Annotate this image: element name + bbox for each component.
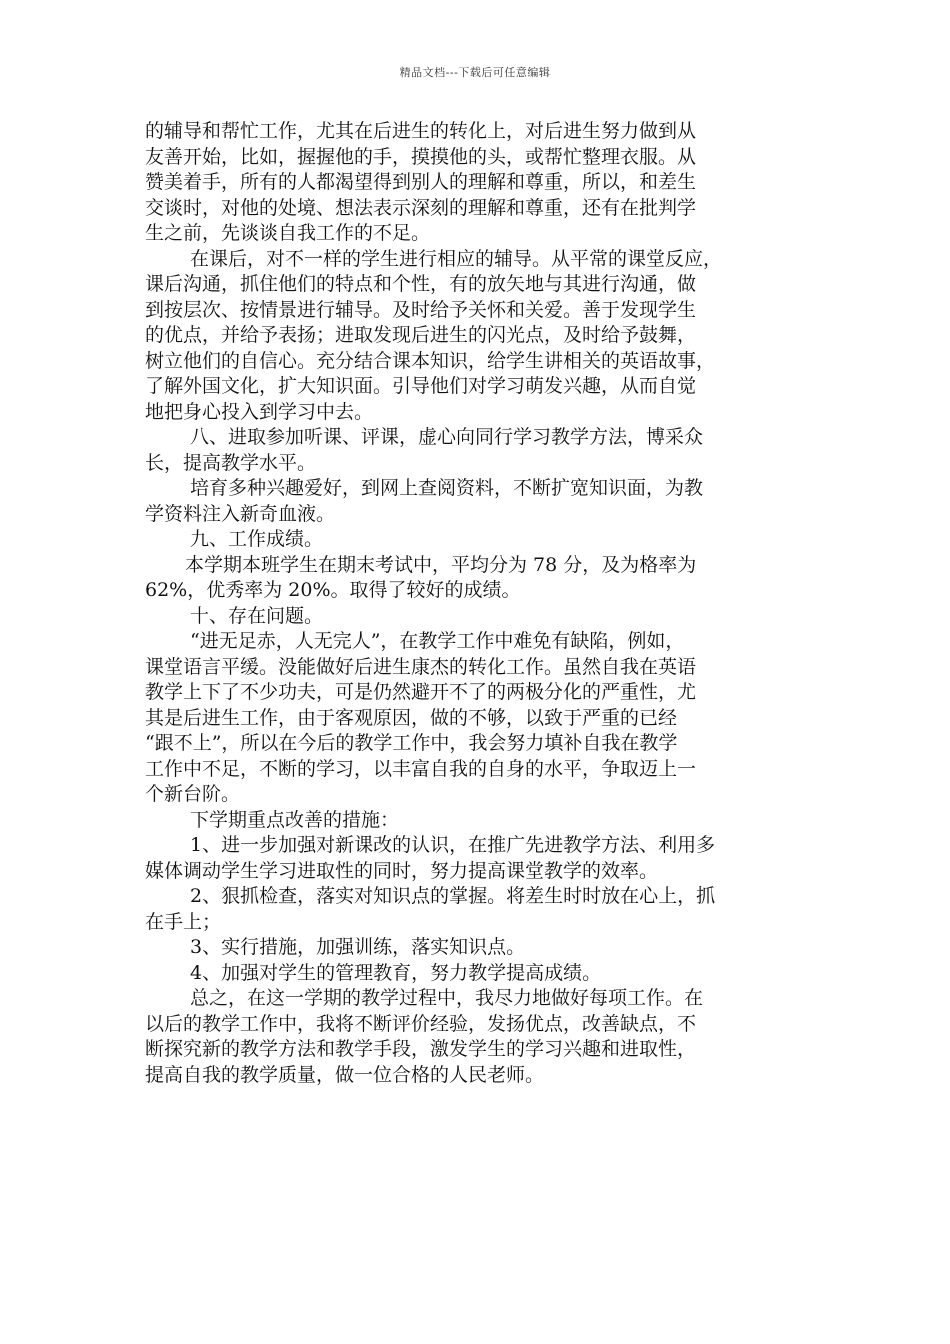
text-line: 了解外国文化，扩大知识面。引导他们对学习萌发兴趣，从而自觉 — [145, 375, 697, 397]
text-line: 3、实行措施，加强训练，落实知识点。 — [190, 936, 526, 958]
text-line: 提高自我的教学质量，做一位合格的人民老师。 — [145, 1063, 545, 1086]
text-line: 2、狠抓检查，落实对知识点的掌握。将差生时时放在心上，抓 — [190, 885, 716, 907]
text-line: 地把身心投入到学习中去。 — [145, 400, 374, 423]
text-line: 长，提高教学水平。 — [145, 451, 317, 474]
text-line: 下学期重点改善的措施： — [190, 808, 400, 831]
text-line: 以后的教学工作中，我将不断评价经验，发扬优点，改善缺点，不 — [145, 1012, 697, 1035]
text-line: 课堂语言平缓。没能做好后进生康杰的转化工作。虽然自我在英语 — [145, 655, 697, 678]
text-line: 交谈时，对他的处境、想法表示深刻的理解和尊重，还有在批判学 — [145, 196, 697, 219]
text-line: 个新台阶。 — [145, 783, 241, 805]
text-line: 媒体调动学生学习进取性的同时，努力提高课堂教学的效率。 — [145, 859, 659, 882]
text-line: 4、加强对学生的管理教育，努力教学提高成绩。 — [190, 961, 602, 984]
text-line: 1、进一步加强对新课改的认识，在推广先进教学方法、利用多 — [190, 834, 716, 856]
text-line: 的辅导和帮忙工作，尤其在后进生的转化上，对后进生努力做到从 — [145, 120, 697, 142]
text-line: “跟不上”，所以在今后的教学工作中，我会努力填补自我在教学 — [145, 732, 678, 754]
text-line: 断探究新的教学方法和教学手段，激发学生的学习兴趣和进取性， — [145, 1038, 697, 1060]
text-line: 其是后进生工作，由于客观原因，做的不够，以致于严重的已经 — [145, 706, 678, 729]
text-line: 培育多种兴趣爱好，到网上查阅资料，不断扩宽知识面，为教 — [190, 477, 704, 499]
text-line: 到按层次、按情景进行辅导。及时给予关怀和关爱。善于发现学生 — [145, 298, 697, 321]
text-line: “进无足赤，人无完人”，在教学工作中难免有缺陷，例如， — [190, 630, 685, 652]
text-line: 本学期本班学生在期末考试中，平均分为 78 分，及为格率为 — [185, 553, 697, 576]
text-line: 八、进取参加听课、评课，虚心向同行学习教学方法，博采众 — [190, 426, 704, 448]
text-line: 62%，优秀率为 20%。取得了较好的成绩。 — [145, 579, 521, 601]
text-line: 在手上； — [145, 910, 222, 933]
text-line: 九、工作成绩。 — [190, 528, 324, 550]
text-line: 友善开始，比如，握握他的手，摸摸他的头，或帮忙整理衣服。从 — [145, 145, 697, 168]
page-header: 精品文档---下载后可任意编辑 — [399, 66, 551, 79]
text-line: 总之，在这一学期的教学过程中，我尽力地做好每项工作。在 — [190, 987, 704, 1009]
text-line: 工作中不足，不断的学习，以丰富自我的自身的水平，争取迈上一 — [145, 757, 697, 780]
text-line: 的优点，并给予表扬；进取发现后进生的闪光点，及时给予鼓舞， — [145, 324, 697, 346]
text-line: 学资料注入新奇血液。 — [145, 502, 336, 525]
text-line: 赞美着手，所有的人都渴望得到别人的理解和尊重，所以，和差生 — [145, 171, 697, 193]
text-line: 树立他们的自信心。充分结合课本知识，给学生讲相关的英语故事， — [145, 349, 716, 372]
text-line: 课后沟通，抓住他们的特点和个性，有的放矢地与其进行沟通，做 — [145, 273, 697, 295]
text-line: 生之前，先谈谈自我工作的不足。 — [145, 222, 431, 244]
text-line: 教学上下了不少功夫，可是仍然避开不了的两极分化的严重性，尤 — [145, 681, 697, 703]
document-body — [145, 119, 815, 1088]
text-line: 在课后，对不一样的学生进行相应的辅导。从平常的课堂反应， — [190, 247, 723, 270]
text-line: 十、存在问题。 — [190, 604, 324, 627]
